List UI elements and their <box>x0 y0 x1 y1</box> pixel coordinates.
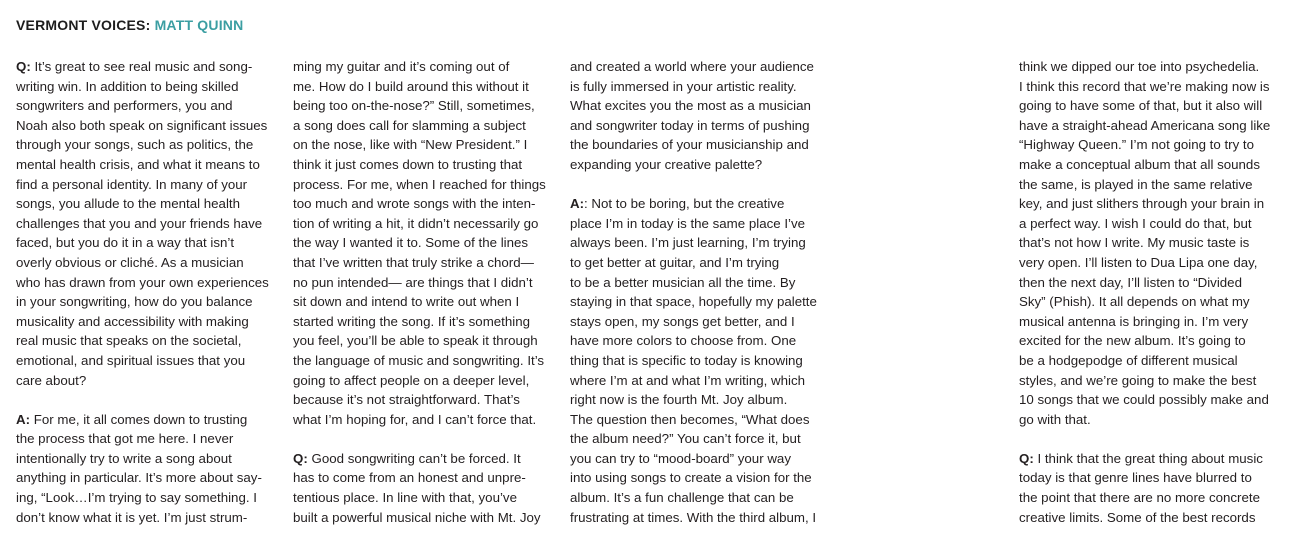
text-line <box>570 214 832 234</box>
text-line <box>16 410 278 430</box>
text-line <box>16 351 278 371</box>
question-label: Q: <box>1019 450 1034 466</box>
text-line <box>293 468 555 488</box>
line-text: I think this record that we’re making now is <box>1019 78 1270 94</box>
line-text: being too on-the-nose?” Still, sometimes, <box>293 98 535 114</box>
text-line <box>570 233 832 253</box>
line-text: songs, you allude to the mental health <box>16 196 240 212</box>
text-line <box>570 468 832 488</box>
line-text: songwriters and performers, you and <box>16 98 233 114</box>
text-line <box>16 233 278 253</box>
text-line <box>293 253 555 273</box>
text-line <box>1019 194 1281 214</box>
line-text: me. How do I build around this without it <box>293 78 529 94</box>
line-text: I think that the great thing about music <box>1033 450 1263 466</box>
line-text: thing that is specific to today is knowing <box>570 352 803 368</box>
text-line <box>570 371 832 391</box>
line-text: “Highway Queen.” I’m not going to try to <box>1019 137 1255 153</box>
text-line <box>570 429 832 449</box>
line-text: real music that speaks on the societal, <box>16 333 242 349</box>
text-line <box>1019 410 1281 430</box>
line-text: emotional, and spiritual issues that you <box>16 352 246 368</box>
line-text: musicality and accessibility with making <box>16 313 249 329</box>
text-line <box>293 371 555 391</box>
text-line <box>1019 371 1281 391</box>
text-line <box>1019 233 1281 253</box>
text-line <box>16 155 278 175</box>
text-line <box>1019 351 1281 371</box>
line-text: staying in that space, hopefully my palette <box>570 294 817 310</box>
line-text: think it just comes down to trusting that <box>293 156 523 172</box>
text-line <box>293 273 555 293</box>
text-line <box>1019 292 1281 312</box>
line-text: no pun intended— are things that I didn’t <box>293 274 533 290</box>
line-text: writing win. In addition to being skilled <box>16 78 239 94</box>
text-line <box>570 292 832 312</box>
line-text: started writing the song. If it’s something <box>293 313 531 329</box>
line-text: styles, and we’re going to make the best <box>1019 372 1257 388</box>
line-text: excited for the new album. It’s going to <box>1019 333 1246 349</box>
line-text: in your songwriting, how do you balance <box>16 294 253 310</box>
line-text: going to affect people on a deeper level, <box>293 372 530 388</box>
line-text: the same, is played in the same relative <box>1019 176 1253 192</box>
line-text: you feel, you’ll be able to speak it through <box>293 333 538 349</box>
text-line <box>16 77 278 97</box>
line-text: go with that. <box>1019 411 1091 427</box>
continued-paragraph <box>293 57 555 429</box>
line-text: because it’s not straightforward. That’s <box>293 392 520 408</box>
answer-paragraph <box>16 410 278 528</box>
text-line <box>570 351 832 371</box>
text-line <box>570 77 832 97</box>
text-line <box>16 96 278 116</box>
line-text: you can try to “mood-board” your way <box>570 450 791 466</box>
text-line <box>293 292 555 312</box>
text-line <box>1019 253 1281 273</box>
text-line <box>570 331 832 351</box>
line-text: don’t know what it is yet. I’m just strum- <box>16 509 248 525</box>
line-text: care about? <box>16 372 87 388</box>
text-line <box>293 351 555 371</box>
continued-paragraph <box>570 57 832 175</box>
line-text: process. For me, when I reached for things <box>293 176 546 192</box>
line-text: tentious place. In line with that, you’ve <box>293 490 517 506</box>
question-paragraph <box>1019 449 1281 527</box>
line-text: challenges that you and your friends have <box>16 215 263 231</box>
text-line <box>570 449 832 469</box>
line-text: Good songwriting can’t be forced. It <box>307 450 521 466</box>
text-column-3 <box>570 57 832 527</box>
line-text: and created a world where your audience <box>570 59 814 74</box>
text-line <box>570 312 832 332</box>
line-text: make a conceptual album that all sounds <box>1019 156 1260 172</box>
text-line <box>1019 57 1281 77</box>
text-line <box>293 390 555 410</box>
paragraph-gap <box>293 429 555 449</box>
text-line <box>16 292 278 312</box>
section-title: VERMONT VOICES: <box>16 17 151 33</box>
line-text: the album need?” You can’t force it, but <box>570 431 801 447</box>
text-line <box>570 508 832 528</box>
text-line <box>570 135 832 155</box>
text-line <box>1019 175 1281 195</box>
text-line <box>1019 135 1281 155</box>
line-text: album. It’s a fun challenge that can be <box>570 490 794 506</box>
line-text: For me, it all comes down to trusting <box>30 411 248 427</box>
line-text: where I’m at and what I’m writing, which <box>570 372 806 388</box>
text-line <box>16 508 278 528</box>
text-line <box>16 312 278 332</box>
text-line <box>570 488 832 508</box>
text-line <box>570 155 832 175</box>
text-line <box>570 96 832 116</box>
text-line <box>293 155 555 175</box>
text-line <box>293 116 555 136</box>
line-text: Sky” (Phish). It all depends on what my <box>1019 294 1250 310</box>
text-line <box>16 194 278 214</box>
line-text: what I’m hoping for, and I can’t force that. <box>293 411 537 427</box>
text-line <box>1019 331 1281 351</box>
line-text: the way I wanted it to. Some of the lines <box>293 235 529 251</box>
text-line <box>16 116 278 136</box>
question-paragraph <box>16 57 278 390</box>
text-line <box>1019 77 1281 97</box>
text-line <box>293 488 555 508</box>
line-text: expanding your creative palette? <box>570 156 763 172</box>
text-line <box>570 390 832 410</box>
question-label: Q: <box>293 450 308 466</box>
text-line <box>16 273 278 293</box>
line-text: ming my guitar and it’s coming out of <box>293 59 510 74</box>
line-text: faced, but you do it in a way that isn’t <box>16 235 235 251</box>
line-text: tion of writing a hit, it didn’t necessarily go <box>293 215 539 231</box>
text-line <box>293 508 555 528</box>
line-text: Noah also both speak on significant issues <box>16 117 268 133</box>
text-line <box>570 273 832 293</box>
line-text: the boundaries of your musicianship and <box>570 137 809 153</box>
line-text: 10 songs that we could possibly make and <box>1019 392 1269 408</box>
line-text: frustrating at times. With the third album, I <box>570 509 817 525</box>
text-line <box>16 175 278 195</box>
line-text: into using songs to create a vision for the <box>570 470 812 486</box>
text-line <box>293 331 555 351</box>
line-text: that I’ve written that truly strike a chord— <box>293 254 534 270</box>
article-header <box>16 16 243 34</box>
line-text: built a powerful musical niche with Mt. Joy <box>293 509 541 525</box>
text-line <box>16 468 278 488</box>
text-column-1 <box>16 57 278 527</box>
text-line <box>570 194 832 214</box>
line-text: on the nose, like with “New President.” I <box>293 137 528 153</box>
line-text: through your songs, such as politics, the <box>16 137 254 153</box>
line-text: creative limits. Some of the best records <box>1019 509 1256 525</box>
line-text: today is that genre lines have blurred to <box>1019 470 1252 486</box>
question-paragraph <box>293 449 555 527</box>
line-text: the language of music and songwriting. It’s <box>293 352 545 368</box>
text-line <box>1019 273 1281 293</box>
question-label: Q: <box>16 59 31 74</box>
line-text: who has drawn from your own experiences <box>16 274 269 290</box>
line-text: very open. I’ll listen to Dua Lipa one day, <box>1019 254 1258 270</box>
paragraph-gap <box>570 175 832 195</box>
line-text: right now is the fourth Mt. Joy album. <box>570 392 788 408</box>
text-line <box>570 57 832 77</box>
text-line <box>570 253 832 273</box>
text-line <box>16 253 278 273</box>
line-text: a perfect way. I wish I could do that, but <box>1019 215 1252 231</box>
text-line <box>16 371 278 391</box>
text-line <box>1019 449 1281 469</box>
line-text: the point that there are no more concrete <box>1019 490 1260 506</box>
line-text: that’s not how I write. My music taste is <box>1019 235 1250 251</box>
line-text: going to have some of that, but it also will <box>1019 98 1263 114</box>
text-line <box>1019 390 1281 410</box>
answer-paragraph <box>570 194 832 527</box>
text-line <box>293 449 555 469</box>
text-line <box>293 57 555 77</box>
text-line <box>1019 214 1281 234</box>
text-line <box>16 214 278 234</box>
line-text: place I’m in today is the same place I’ve <box>570 215 806 231</box>
text-line <box>293 135 555 155</box>
interviewee-name: MATT QUINN <box>154 17 244 33</box>
text-line <box>16 135 278 155</box>
text-line <box>1019 116 1281 136</box>
line-text: overly obvious or cliché. As a musician <box>16 254 244 270</box>
line-text: key, and just slithers through your brain in <box>1019 196 1265 212</box>
text-line <box>16 488 278 508</box>
line-text: to get better at guitar, and I’m trying <box>570 254 780 270</box>
answer-label: A: <box>570 196 585 212</box>
text-line <box>16 449 278 469</box>
paragraph-gap <box>1019 429 1281 449</box>
line-text: has to come from an honest and unpre- <box>293 470 526 486</box>
line-text: have more colors to choose from. One <box>570 333 797 349</box>
text-line <box>293 194 555 214</box>
text-line <box>1019 155 1281 175</box>
text-line <box>293 410 555 430</box>
line-text: and songwriter today in terms of pushing <box>570 117 810 133</box>
line-text: have a straight-ahead Americana song like <box>1019 117 1271 133</box>
line-text: What excites you the most as a musician <box>570 98 811 114</box>
line-text: ing, “Look…I’m trying to say something. I <box>16 490 257 506</box>
line-text: the process that got me here. I never <box>16 431 234 447</box>
line-text: intentionally try to write a song about <box>16 450 232 466</box>
paragraph-gap <box>16 390 278 410</box>
text-line <box>16 57 278 77</box>
text-line <box>1019 488 1281 508</box>
text-line <box>570 116 832 136</box>
line-text: be a hodgepodge of different musical <box>1019 352 1238 368</box>
line-text: is fully immersed in your artistic reality. <box>570 78 797 94</box>
text-line <box>1019 508 1281 528</box>
line-text: too much and wrote songs with the inten- <box>293 196 536 212</box>
line-text: stays open, my songs get better, and I <box>570 313 795 329</box>
line-text: mental health crisis, and what it means to <box>16 156 260 172</box>
answer-label: A: <box>16 411 31 427</box>
line-text: a song does call for slamming a subject <box>293 117 526 133</box>
line-text: think we dipped our toe into psychedelia. <box>1019 59 1260 74</box>
line-text: It’s great to see real music and song- <box>30 59 253 74</box>
line-text: anything in particular. It’s more about say- <box>16 470 262 486</box>
text-line <box>1019 468 1281 488</box>
line-text: find a personal identity. In many of your <box>16 176 248 192</box>
text-line <box>1019 312 1281 332</box>
text-line <box>293 312 555 332</box>
text-line <box>293 175 555 195</box>
text-line <box>16 331 278 351</box>
text-line <box>16 429 278 449</box>
text-line <box>1019 96 1281 116</box>
text-line <box>570 410 832 430</box>
line-text: to be a better musician all the time. By <box>570 274 796 290</box>
text-column-2 <box>293 57 555 527</box>
text-column-4 <box>1019 57 1281 527</box>
line-text: always been. I’m just learning, I’m trying <box>570 235 806 251</box>
line-text: : Not to be boring, but the creative <box>584 196 785 212</box>
line-text: The question then becomes, “What does <box>570 411 810 427</box>
continued-paragraph <box>1019 57 1281 429</box>
line-text: then the next day, I’ll listen to “Divided <box>1019 274 1242 290</box>
line-text: sit down and intend to write out when I <box>293 294 520 310</box>
text-line <box>293 214 555 234</box>
text-line <box>293 233 555 253</box>
text-line <box>293 77 555 97</box>
text-line <box>293 96 555 116</box>
line-text: musical antenna is bringing in. I’m very <box>1019 313 1249 329</box>
